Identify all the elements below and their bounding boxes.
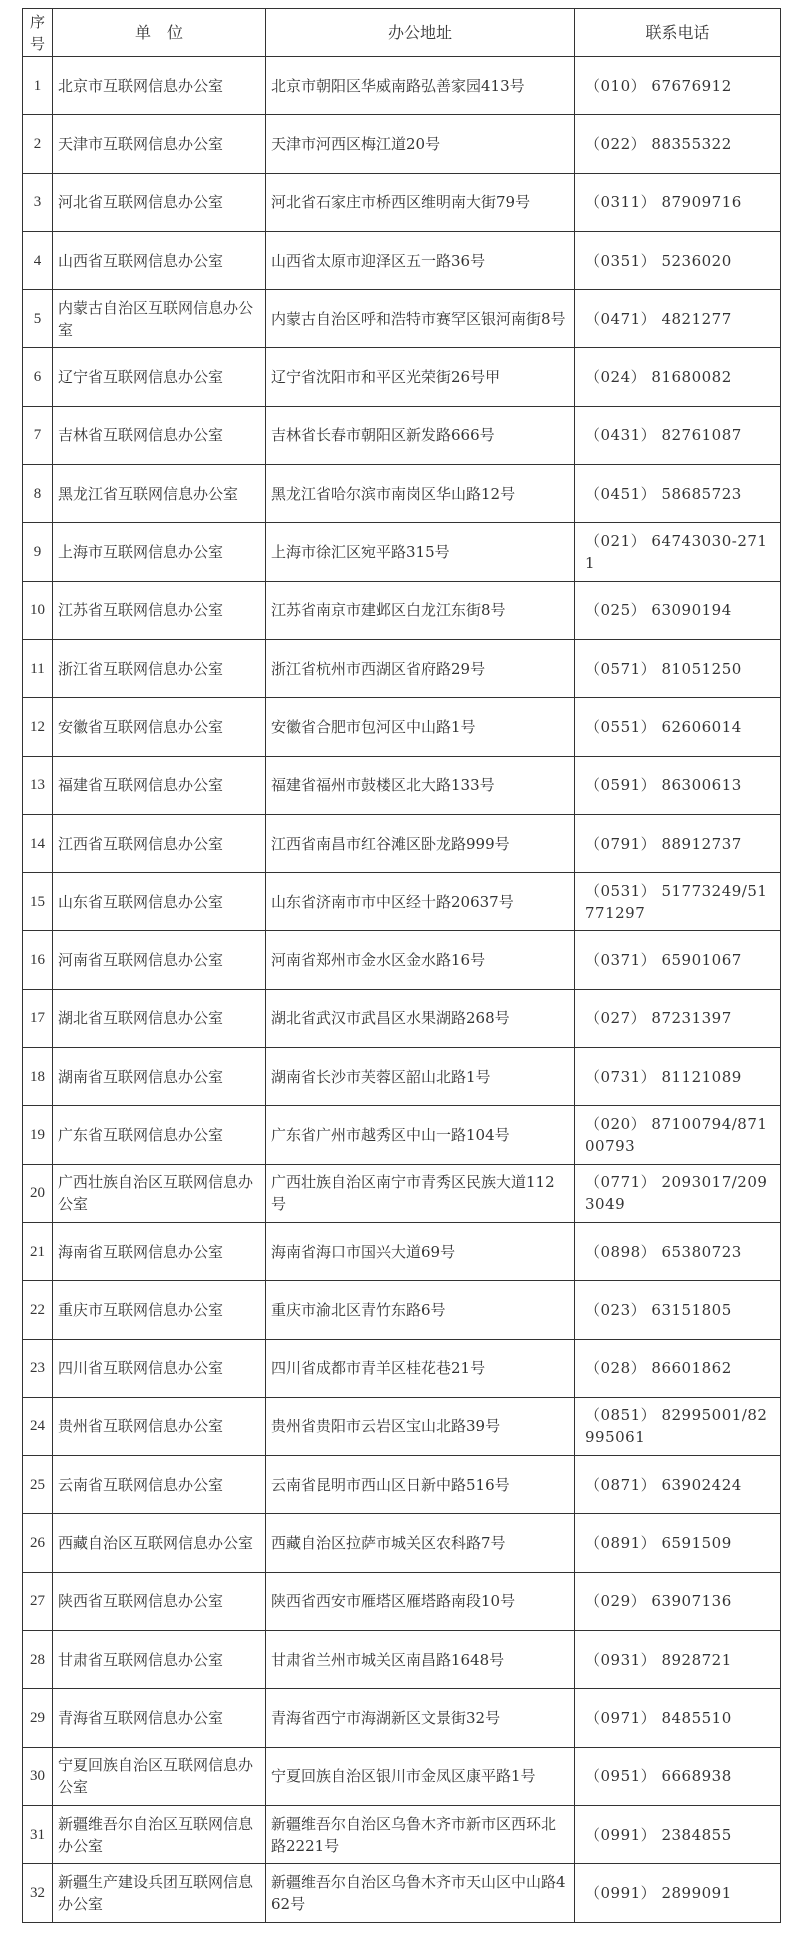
row-address: 湖北省武汉市武昌区水果湖路268号 (266, 989, 575, 1047)
row-phone: （027） 87231397 (575, 989, 781, 1047)
row-phone: （0791） 88912737 (575, 814, 781, 872)
row-index: 30 (23, 1747, 53, 1805)
table-row (23, 57, 781, 115)
row-unit: 山西省互联网信息办公室 (53, 231, 266, 289)
table-row (23, 1456, 781, 1514)
row-unit: 吉林省互联网信息办公室 (53, 406, 266, 464)
row-index: 3 (23, 173, 53, 231)
header-address: 办公地址 (266, 9, 575, 57)
table-row (23, 173, 781, 231)
table-row (23, 348, 781, 406)
row-phone: （0991） 2899091 (575, 1864, 781, 1922)
header-unit: 单 位 (53, 9, 266, 57)
table-row (23, 1281, 781, 1339)
row-index: 31 (23, 1805, 53, 1863)
row-unit: 山东省互联网信息办公室 (53, 873, 266, 931)
row-phone: （0991） 2384855 (575, 1805, 781, 1863)
row-address: 河北省石家庄市桥西区维明南大街79号 (266, 173, 575, 231)
row-index: 32 (23, 1864, 53, 1922)
row-address: 甘肃省兰州市城关区南昌路1648号 (266, 1631, 575, 1689)
row-index: 7 (23, 406, 53, 464)
row-unit: 云南省互联网信息办公室 (53, 1456, 266, 1514)
table-row (23, 639, 781, 697)
row-phone: （0971） 8485510 (575, 1689, 781, 1747)
row-address: 广西壮族自治区南宁市青秀区民族大道112号 (266, 1164, 575, 1222)
row-unit: 贵州省互联网信息办公室 (53, 1397, 266, 1455)
row-phone: （023） 63151805 (575, 1281, 781, 1339)
row-address: 江西省南昌市红谷滩区卧龙路999号 (266, 814, 575, 872)
row-unit: 天津市互联网信息办公室 (53, 115, 266, 173)
row-phone: （0371） 65901067 (575, 931, 781, 989)
row-index: 10 (23, 581, 53, 639)
row-address: 内蒙古自治区呼和浩特市赛罕区银河南街8号 (266, 290, 575, 348)
table-row (23, 1805, 781, 1863)
row-address: 浙江省杭州市西湖区省府路29号 (266, 639, 575, 697)
row-phone: （0871） 63902424 (575, 1456, 781, 1514)
row-index: 1 (23, 57, 53, 115)
row-unit: 广西壮族自治区互联网信息办公室 (53, 1164, 266, 1222)
row-index: 27 (23, 1572, 53, 1630)
row-unit: 福建省互联网信息办公室 (53, 756, 266, 814)
row-unit: 湖北省互联网信息办公室 (53, 989, 266, 1047)
row-unit: 新疆生产建设兵团互联网信息办公室 (53, 1864, 266, 1922)
table-row (23, 1572, 781, 1630)
row-phone: （0571） 81051250 (575, 639, 781, 697)
row-address: 青海省西宁市海湖新区文景街32号 (266, 1689, 575, 1747)
row-index: 13 (23, 756, 53, 814)
row-phone: （010） 67676912 (575, 57, 781, 115)
table-row (23, 1514, 781, 1572)
row-index: 4 (23, 231, 53, 289)
row-phone: （020） 87100794/87100793 (575, 1106, 781, 1164)
row-index: 12 (23, 698, 53, 756)
row-address: 天津市河西区梅江道20号 (266, 115, 575, 173)
table-row (23, 756, 781, 814)
header-phone: 联系电话 (575, 9, 781, 57)
row-phone: （0931） 8928721 (575, 1631, 781, 1689)
row-address: 山西省太原市迎泽区五一路36号 (266, 231, 575, 289)
row-unit: 内蒙古自治区互联网信息办公室 (53, 290, 266, 348)
row-unit: 江西省互联网信息办公室 (53, 814, 266, 872)
row-address: 广东省广州市越秀区中山一路104号 (266, 1106, 575, 1164)
row-index: 18 (23, 1048, 53, 1106)
row-phone: （022） 88355322 (575, 115, 781, 173)
row-address: 四川省成都市青羊区桂花巷21号 (266, 1339, 575, 1397)
table-row (23, 1048, 781, 1106)
row-unit: 安徽省互联网信息办公室 (53, 698, 266, 756)
row-phone: （0551） 62606014 (575, 698, 781, 756)
row-phone: （0351） 5236020 (575, 231, 781, 289)
row-phone: （0471） 4821277 (575, 290, 781, 348)
row-address: 辽宁省沈阳市和平区光荣街26号甲 (266, 348, 575, 406)
table-row (23, 814, 781, 872)
row-phone: （021） 64743030-2711 (575, 523, 781, 581)
row-unit: 河北省互联网信息办公室 (53, 173, 266, 231)
office-table (22, 8, 781, 1923)
row-address: 河南省郑州市金水区金水路16号 (266, 931, 575, 989)
row-index: 14 (23, 814, 53, 872)
row-index: 25 (23, 1456, 53, 1514)
table-row (23, 1339, 781, 1397)
row-index: 11 (23, 639, 53, 697)
row-address: 安徽省合肥市包河区中山路1号 (266, 698, 575, 756)
row-phone: （0531） 51773249/51771297 (575, 873, 781, 931)
row-phone: （0731） 81121089 (575, 1048, 781, 1106)
row-index: 21 (23, 1222, 53, 1280)
row-unit: 陕西省互联网信息办公室 (53, 1572, 266, 1630)
row-index: 24 (23, 1397, 53, 1455)
table-row (23, 406, 781, 464)
row-index: 22 (23, 1281, 53, 1339)
row-index: 15 (23, 873, 53, 931)
row-index: 26 (23, 1514, 53, 1572)
row-unit: 四川省互联网信息办公室 (53, 1339, 266, 1397)
row-unit: 青海省互联网信息办公室 (53, 1689, 266, 1747)
table-row (23, 1747, 781, 1805)
row-address: 新疆维吾尔自治区乌鲁木齐市新市区西环北路2221号 (266, 1805, 575, 1863)
row-unit: 海南省互联网信息办公室 (53, 1222, 266, 1280)
table-row (23, 465, 781, 523)
row-address: 北京市朝阳区华威南路弘善家园413号 (266, 57, 575, 115)
row-unit: 重庆市互联网信息办公室 (53, 1281, 266, 1339)
row-unit: 甘肃省互联网信息办公室 (53, 1631, 266, 1689)
table-row (23, 1222, 781, 1280)
row-phone: （0431） 82761087 (575, 406, 781, 464)
row-phone: （0891） 6591509 (575, 1514, 781, 1572)
row-address: 上海市徐汇区宛平路315号 (266, 523, 575, 581)
row-phone: （0771） 2093017/2093049 (575, 1164, 781, 1222)
row-unit: 新疆维吾尔自治区互联网信息办公室 (53, 1805, 266, 1863)
row-address: 福建省福州市鼓楼区北大路133号 (266, 756, 575, 814)
row-index: 2 (23, 115, 53, 173)
table-row (23, 523, 781, 581)
row-phone: （0311） 87909716 (575, 173, 781, 231)
row-unit: 江苏省互联网信息办公室 (53, 581, 266, 639)
table-row (23, 231, 781, 289)
table-row (23, 873, 781, 931)
row-unit: 辽宁省互联网信息办公室 (53, 348, 266, 406)
row-unit: 西藏自治区互联网信息办公室 (53, 1514, 266, 1572)
table-row (23, 989, 781, 1047)
row-address: 西藏自治区拉萨市城关区农科路7号 (266, 1514, 575, 1572)
table-body (23, 57, 781, 1923)
row-index: 29 (23, 1689, 53, 1747)
row-phone: （029） 63907136 (575, 1572, 781, 1630)
row-address: 山东省济南市市中区经十路20637号 (266, 873, 575, 931)
table-row (23, 1106, 781, 1164)
row-address: 重庆市渝北区青竹东路6号 (266, 1281, 575, 1339)
row-address: 江苏省南京市建邺区白龙江东街8号 (266, 581, 575, 639)
row-address: 黑龙江省哈尔滨市南岗区华山路12号 (266, 465, 575, 523)
row-index: 6 (23, 348, 53, 406)
header-row (23, 9, 781, 57)
row-unit: 河南省互联网信息办公室 (53, 931, 266, 989)
table-row (23, 698, 781, 756)
table-row (23, 1397, 781, 1455)
row-index: 28 (23, 1631, 53, 1689)
table-row (23, 581, 781, 639)
row-address: 云南省昆明市西山区日新中路516号 (266, 1456, 575, 1514)
row-unit: 湖南省互联网信息办公室 (53, 1048, 266, 1106)
row-phone: （0851） 82995001/82995061 (575, 1397, 781, 1455)
row-unit: 北京市互联网信息办公室 (53, 57, 266, 115)
row-unit: 黑龙江省互联网信息办公室 (53, 465, 266, 523)
row-phone: （0898） 65380723 (575, 1222, 781, 1280)
row-phone: （024） 81680082 (575, 348, 781, 406)
row-address: 新疆维吾尔自治区乌鲁木齐市天山区中山路462号 (266, 1864, 575, 1922)
table-row (23, 1864, 781, 1922)
row-unit: 浙江省互联网信息办公室 (53, 639, 266, 697)
row-phone: （028） 86601862 (575, 1339, 781, 1397)
row-address: 湖南省长沙市芙蓉区韶山北路1号 (266, 1048, 575, 1106)
row-index: 8 (23, 465, 53, 523)
row-phone: （0451） 58685723 (575, 465, 781, 523)
row-unit: 广东省互联网信息办公室 (53, 1106, 266, 1164)
table-row (23, 290, 781, 348)
row-index: 20 (23, 1164, 53, 1222)
contact-directory (22, 8, 780, 1923)
row-index: 17 (23, 989, 53, 1047)
row-index: 16 (23, 931, 53, 989)
table-row (23, 1164, 781, 1222)
header-index: 序号 (23, 9, 53, 57)
table-row (23, 1631, 781, 1689)
row-index: 23 (23, 1339, 53, 1397)
row-unit: 宁夏回族自治区互联网信息办公室 (53, 1747, 266, 1805)
row-index: 5 (23, 290, 53, 348)
row-address: 海南省海口市国兴大道69号 (266, 1222, 575, 1280)
row-index: 9 (23, 523, 53, 581)
row-address: 贵州省贵阳市云岩区宝山北路39号 (266, 1397, 575, 1455)
row-address: 吉林省长春市朝阳区新发路666号 (266, 406, 575, 464)
table-row (23, 931, 781, 989)
row-index: 19 (23, 1106, 53, 1164)
table-header (23, 9, 781, 57)
row-address: 陕西省西安市雁塔区雁塔路南段10号 (266, 1572, 575, 1630)
row-unit: 上海市互联网信息办公室 (53, 523, 266, 581)
row-address: 宁夏回族自治区银川市金凤区康平路1号 (266, 1747, 575, 1805)
table-row (23, 1689, 781, 1747)
row-phone: （0591） 86300613 (575, 756, 781, 814)
row-phone: （025） 63090194 (575, 581, 781, 639)
table-row (23, 115, 781, 173)
row-phone: （0951） 6668938 (575, 1747, 781, 1805)
